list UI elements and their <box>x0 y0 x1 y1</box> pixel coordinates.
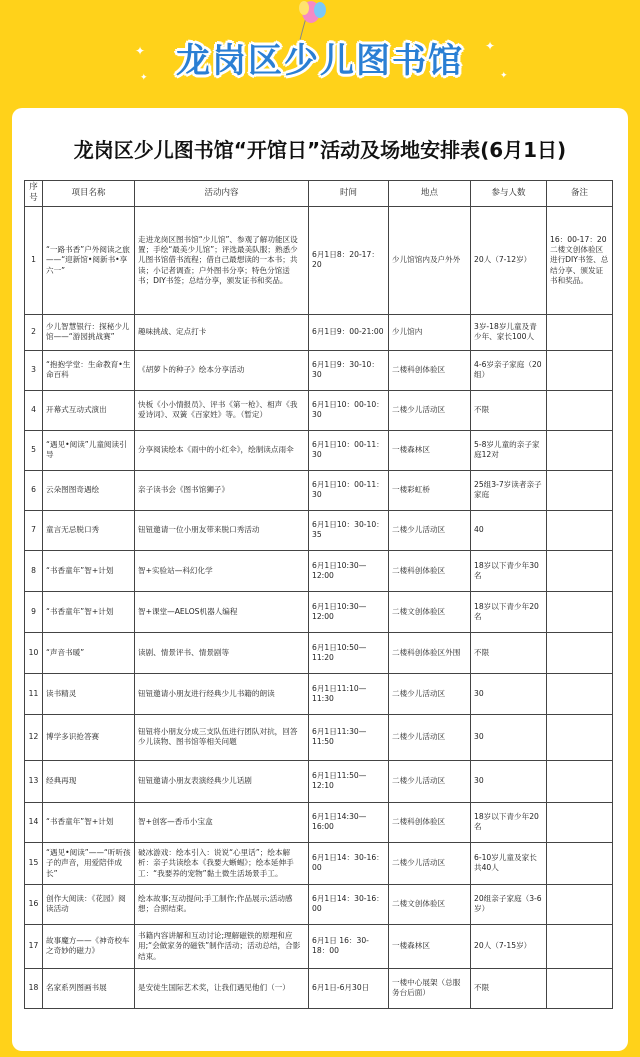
table-body <box>25 206 613 1008</box>
cell-people: 20人（7-15岁） <box>471 924 547 968</box>
table-row <box>25 884 613 924</box>
column-header: 备注 <box>547 181 613 207</box>
table-row <box>25 760 613 802</box>
cell-time: 6月1日9：00-21:00 <box>309 314 389 350</box>
library-title: 龙岗区少儿图书馆 <box>176 41 464 81</box>
cell-no: 17 <box>25 924 43 968</box>
cell-name: 博学多识抢答赛 <box>43 714 135 760</box>
cell-no: 14 <box>25 802 43 842</box>
cell-note <box>547 314 613 350</box>
table-row <box>25 673 613 714</box>
cell-time: 6月1日14：30-16：00 <box>309 842 389 884</box>
cell-name: 名家系列图画书展 <box>43 968 135 1008</box>
cell-no: 4 <box>25 390 43 430</box>
cell-no: 18 <box>25 968 43 1008</box>
cell-people: 不限 <box>471 968 547 1008</box>
cell-note <box>547 550 613 591</box>
cell-content: 快板《小小情报员》、评书《第一枪》、相声《我爱诗词》、双簧《百家姓》等。（暂定） <box>135 390 309 430</box>
cell-no: 7 <box>25 510 43 550</box>
cell-no: 13 <box>25 760 43 802</box>
cell-place: 一楼彩虹桥 <box>389 470 471 510</box>
cell-note <box>547 714 613 760</box>
cell-content: 钮钮邀请小朋友进行经典少儿书籍的朗读 <box>135 673 309 714</box>
cell-name: “抱抱学堂：生命教育•生命百科 <box>43 350 135 390</box>
cell-people: 20人（7-12岁） <box>471 206 547 314</box>
cell-name: 读书精灵 <box>43 673 135 714</box>
cell-time: 6月1日9：30-10：30 <box>309 350 389 390</box>
cell-place: 少儿馆内 <box>389 314 471 350</box>
cell-time: 6月1日10：00-11：30 <box>309 430 389 470</box>
cell-no: 11 <box>25 673 43 714</box>
cell-people: 30 <box>471 760 547 802</box>
cell-name: “书香童年”智+计划 <box>43 550 135 591</box>
cell-time: 6月1日14:30—16:00 <box>309 802 389 842</box>
cell-content: 《胡萝卜的种子》绘本分享活动 <box>135 350 309 390</box>
cell-people: 不限 <box>471 390 547 430</box>
table-row <box>25 924 613 968</box>
column-header: 活动内容 <box>135 181 309 207</box>
cell-time: 6月1日11:30—11:50 <box>309 714 389 760</box>
cell-no: 15 <box>25 842 43 884</box>
cell-note: 16：00-17：20二楼文创体验区进行DIY书签、总结分享、颁发证书和奖品。 <box>547 206 613 314</box>
cell-place: 二楼文创体验区 <box>389 884 471 924</box>
cell-note <box>547 591 613 632</box>
table-row <box>25 430 613 470</box>
cell-place: 二楼科创体验区 <box>389 802 471 842</box>
cell-place: 一楼森林区 <box>389 924 471 968</box>
table-row <box>25 390 613 430</box>
cell-place: 一楼中心展架（总服务台后面） <box>389 968 471 1008</box>
cell-time: 6月1日11:10—11:30 <box>309 673 389 714</box>
cell-note <box>547 968 613 1008</box>
cell-people: 4-6岁亲子家庭（20组） <box>471 350 547 390</box>
table-row <box>25 350 613 390</box>
cell-content: 钮钮邀请一位小朋友带来脱口秀活动 <box>135 510 309 550</box>
cell-people: 20组亲子家庭（3-6岁） <box>471 884 547 924</box>
cell-people: 18岁以下青少年20名 <box>471 591 547 632</box>
cell-no: 16 <box>25 884 43 924</box>
cell-content: 是安徒生国际艺术奖，让我们遇见他们（一） <box>135 968 309 1008</box>
cell-name: “书香童年”智+计划 <box>43 802 135 842</box>
cell-people: 3岁-18岁儿童及青少年、家长100人 <box>471 314 547 350</box>
cell-content: 智+课堂—AELOS机器人编程 <box>135 591 309 632</box>
schedule-table <box>24 180 613 1009</box>
cell-time: 6月1日 16：30-18：00 <box>309 924 389 968</box>
table-row <box>25 314 613 350</box>
column-header: 序号 <box>25 181 43 207</box>
page-header <box>0 0 640 100</box>
cell-name: 故事魔方——《神奇校车之奇妙的磁力》 <box>43 924 135 968</box>
schedule-card <box>12 108 628 1051</box>
cell-time: 6月1日11:50—12:10 <box>309 760 389 802</box>
cell-content: 分享阅读绘本《雨中的小红伞》，绘制读点雨伞 <box>135 430 309 470</box>
cell-name: 开幕式互动式演出 <box>43 390 135 430</box>
table-header-row <box>25 181 613 207</box>
cell-place: 二楼科创体验区外围 <box>389 632 471 673</box>
cell-content: 钮钮将小朋友分成三支队伍进行团队对抗，回答少儿读物、图书馆等相关问题 <box>135 714 309 760</box>
cell-time: 6月1日10：00-11：30 <box>309 470 389 510</box>
cell-name: 云朵图图奇遇绘 <box>43 470 135 510</box>
cell-no: 8 <box>25 550 43 591</box>
column-header: 地点 <box>389 181 471 207</box>
table-row <box>25 968 613 1008</box>
cell-no: 9 <box>25 591 43 632</box>
cell-no: 12 <box>25 714 43 760</box>
cell-no: 2 <box>25 314 43 350</box>
cell-note <box>547 760 613 802</box>
cell-name: “一路书香”户外阅读之旅——“迎新馆•阅新书•享六一” <box>43 206 135 314</box>
cell-content: 走进龙岗区图书馆“少儿馆”、参观了解功能区设置；手绘“最美少儿馆”；评选最美队服；熟悉少儿图书馆借书流程；借自己最想读的一本书；共读；小记者调查；户外图书分享；特色分馆送书；DIY书签；总结分享，颁发证书和奖品。 <box>135 206 309 314</box>
cell-name: 童言无忌脱口秀 <box>43 510 135 550</box>
cell-name: “遇见•阅读”儿童阅读引导 <box>43 430 135 470</box>
cell-place: 二楼少儿活动区 <box>389 842 471 884</box>
cell-note <box>547 430 613 470</box>
cell-place: 二楼文创体验区 <box>389 591 471 632</box>
cell-note <box>547 350 613 390</box>
cell-people: 18岁以下青少年20名 <box>471 802 547 842</box>
cell-place: 二楼少儿活动区 <box>389 760 471 802</box>
cell-note <box>547 632 613 673</box>
cell-no: 10 <box>25 632 43 673</box>
cell-content: 绘本故事;互动提问;手工制作;作品展示;活动感想；合照结束。 <box>135 884 309 924</box>
cell-time: 6月1日10：30-10：35 <box>309 510 389 550</box>
cell-name: “书香童年”智+计划 <box>43 591 135 632</box>
cell-no: 1 <box>25 206 43 314</box>
cell-people: 30 <box>471 714 547 760</box>
cell-place: 二楼少儿活动区 <box>389 673 471 714</box>
table-row <box>25 632 613 673</box>
document-title: 龙岗区少儿图书馆“开馆日”活动及场地安排表(6月1日) <box>73 138 567 162</box>
cell-content: 亲子读书会《图书馆狮子》 <box>135 470 309 510</box>
cell-people: 6-10岁儿童及家长共40人 <box>471 842 547 884</box>
cell-place: 二楼少儿活动区 <box>389 510 471 550</box>
cell-place: 二楼少儿活动区 <box>389 714 471 760</box>
cell-people: 30 <box>471 673 547 714</box>
table-row <box>25 802 613 842</box>
cell-people: 25组3-7岁读者亲子家庭 <box>471 470 547 510</box>
column-header: 项目名称 <box>43 181 135 207</box>
cell-place: 二楼科创体验区 <box>389 550 471 591</box>
cell-people: 不限 <box>471 632 547 673</box>
cell-time: 6月1日8：20-17：20 <box>309 206 389 314</box>
cell-name: 经典再现 <box>43 760 135 802</box>
cell-time: 6月1日10:50—11:20 <box>309 632 389 673</box>
cell-no: 6 <box>25 470 43 510</box>
cell-no: 3 <box>25 350 43 390</box>
cell-content: 钮钮邀请小朋友表演经典少儿话剧 <box>135 760 309 802</box>
cell-note <box>547 673 613 714</box>
table-row <box>25 510 613 550</box>
cell-content: 智+创客—香币小宝盒 <box>135 802 309 842</box>
table-row <box>25 591 613 632</box>
cell-name: “遇见•阅读”——“听听孩子的声音，用爱陪伴成长” <box>43 842 135 884</box>
svg-text:✦: ✦ <box>500 71 508 81</box>
cell-people: 5-8岁儿童的亲子家庭12对 <box>471 430 547 470</box>
cell-content: 破冰游戏：绘本引入：说说“心里话”；绘本解析：亲子共读绘本《我要大蜥蜴》；绘本延伸手工：“我要养的宠物”黏土微生活场景手工。 <box>135 842 309 884</box>
cell-name: “声音书暖” <box>43 632 135 673</box>
cell-place: 一楼森林区 <box>389 430 471 470</box>
cell-note <box>547 842 613 884</box>
cell-note <box>547 924 613 968</box>
svg-text:✦: ✦ <box>135 44 146 58</box>
cell-time: 6月1日10:30—12:00 <box>309 591 389 632</box>
table-row <box>25 206 613 314</box>
cell-name: 创作大阅读：《花园》阅读活动 <box>43 884 135 924</box>
table-row <box>25 550 613 591</box>
cell-note <box>547 470 613 510</box>
cell-people: 40 <box>471 510 547 550</box>
column-header: 时间 <box>309 181 389 207</box>
svg-text:✦: ✦ <box>140 73 148 83</box>
table-row <box>25 842 613 884</box>
cell-content: 智+实验站—科幻化学 <box>135 550 309 591</box>
cell-time: 6月1日-6月30日 <box>309 968 389 1008</box>
cell-content: 趣味挑战、定点打卡 <box>135 314 309 350</box>
cell-name: 少儿智慧银行：探秘少儿馆——“游园挑战赛” <box>43 314 135 350</box>
cell-content: 书籍内容讲解和互动讨论;理解磁铁的原理和应用;“会做家务的磁铁”制作活动；活动总结，合影结束。 <box>135 924 309 968</box>
cell-time: 6月1日14：30-16：00 <box>309 884 389 924</box>
cell-note <box>547 390 613 430</box>
cell-note <box>547 884 613 924</box>
cell-no: 5 <box>25 430 43 470</box>
cell-time: 6月1日10：00-10：30 <box>309 390 389 430</box>
cell-time: 6月1日10:30—12:00 <box>309 550 389 591</box>
svg-text:✦: ✦ <box>485 39 496 53</box>
cell-place: 二楼科创体验区 <box>389 350 471 390</box>
cell-note <box>547 510 613 550</box>
column-header: 参与人数 <box>471 181 547 207</box>
cell-note <box>547 802 613 842</box>
cell-place: 二楼少儿活动区 <box>389 390 471 430</box>
cell-place: 少儿馆馆内及户外外 <box>389 206 471 314</box>
cell-people: 18岁以下青少年30名 <box>471 550 547 591</box>
table-row <box>25 714 613 760</box>
table-row <box>25 470 613 510</box>
cell-content: 读剧、情景评书、情景剧等 <box>135 632 309 673</box>
